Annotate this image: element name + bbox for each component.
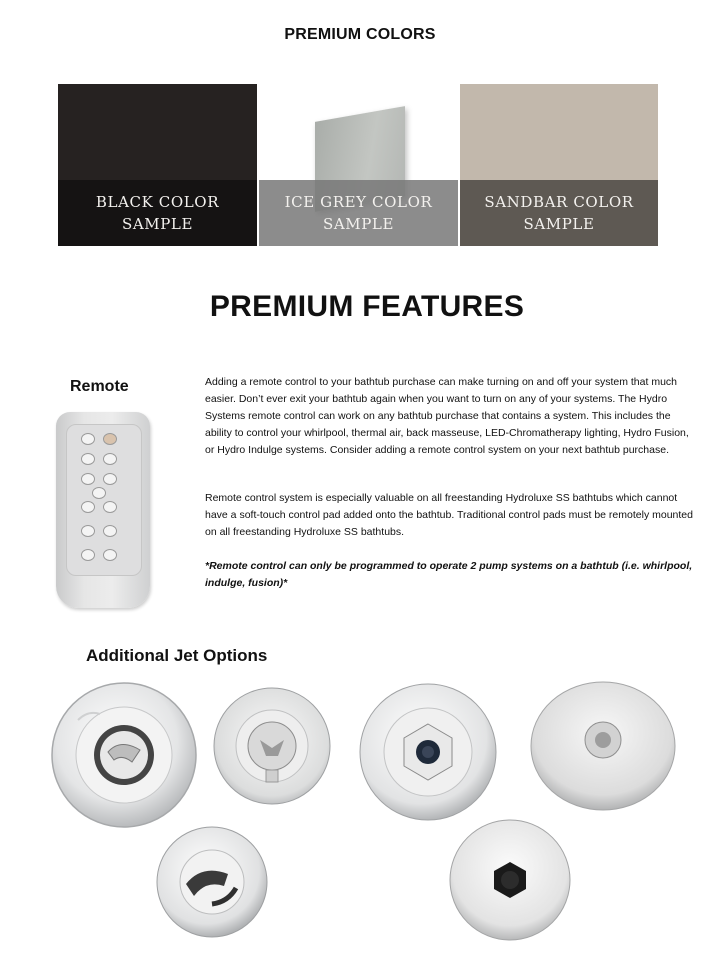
- remote-programming-note: *Remote control can only be programmed to operate 2 pump systems on a bathtub (i.e. whirlpool, indulge, fusion)*: [205, 560, 693, 589]
- remote-button-icon: [103, 453, 117, 465]
- swatch-caption-line1: ICE GREY COLOR: [284, 193, 433, 211]
- remote-button-icon: [81, 433, 95, 445]
- black-color-swatch: [58, 84, 257, 246]
- ice-grey-color-swatch: [259, 84, 458, 246]
- swatch-caption-line2: SAMPLE: [523, 215, 595, 233]
- swatch-caption: [460, 180, 658, 246]
- jet-option-1-image: [48, 680, 200, 830]
- swatch-caption: [58, 180, 257, 246]
- remote-button-icon: [81, 453, 95, 465]
- swatch-color-area: [460, 84, 658, 180]
- remote-description-paragraph: Adding a remote control to your bathtub purchase can make turning on and off your system that much easier. Don’t ever exit your bathtub again when you want to turn on any of your systems. The Hydro Systems remote control can work on any bathtub purchase that contains a system. This includes the ability to control your whirlpool, thermal air, back masseuse, LED-Chromatherapy lighting, Hydro Fusion, or Hydro Indulge systems. Consider adding a remote control system on your next bathtub purchase.: [205, 376, 689, 456]
- premium-features-title: PREMIUM FEATURES: [209, 290, 525, 323]
- remote-heading: Remote: [70, 378, 129, 395]
- swatch-caption-line1: SANDBAR COLOR: [484, 193, 634, 211]
- swatch-caption-line2: SAMPLE: [322, 215, 395, 233]
- swatch-caption-line1: BLACK COLOR: [95, 193, 220, 211]
- remote-button-icon: [81, 473, 95, 485]
- swatch-caption-line2: SAMPLE: [121, 215, 194, 233]
- jet-option-2-image: [208, 684, 338, 808]
- jet-option-3-image: [354, 680, 504, 824]
- additional-jet-options-title: Additional Jet Options: [86, 646, 268, 665]
- remote-button-icon: [81, 549, 95, 561]
- remote-button-icon: [92, 487, 106, 499]
- remote-button-icon: [103, 473, 117, 485]
- remote-button-icon: [103, 501, 117, 513]
- remote-value-paragraph: Remote control system is especially valuable on all freestanding Hydroluxe SS bathtubs which cannot have a soft-touch control pad added onto the bathtub. Traditional control pads must be remotely mounted on all freestanding Hydroluxe SS bathtubs.: [205, 492, 693, 538]
- remote-button-icon: [81, 525, 95, 537]
- remote-button-icon: [103, 549, 117, 561]
- jet-option-4-image: [528, 680, 678, 812]
- sandbar-color-swatch: [460, 84, 658, 246]
- remote-control-image: [56, 412, 150, 608]
- swatch-color-area: [58, 84, 257, 180]
- remote-button-icon: [103, 433, 117, 445]
- remote-button-icon: [103, 525, 117, 537]
- remote-button-icon: [81, 501, 95, 513]
- swatch-caption: [259, 180, 458, 246]
- premium-colors-title: PREMIUM COLORS: [284, 26, 436, 43]
- remote-face: [66, 424, 142, 576]
- jet-option-6-image: [446, 818, 574, 942]
- jet-option-5-image: [152, 824, 274, 940]
